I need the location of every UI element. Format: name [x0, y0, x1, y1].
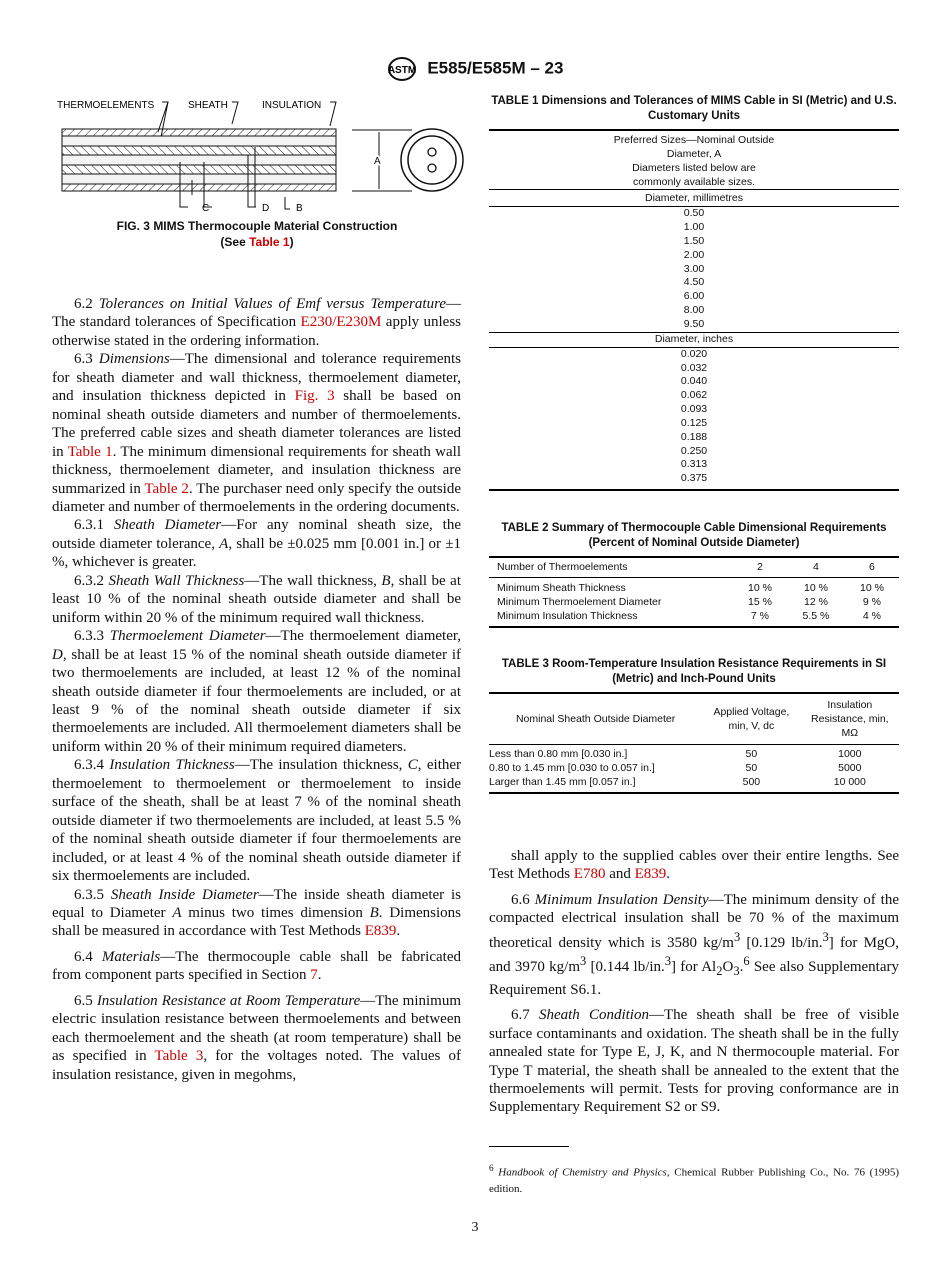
italic-term: Sheath Inside Diameter [110, 886, 259, 903]
table-cell: 4.50 [683, 276, 705, 289]
table-header-row [489, 130, 899, 148]
table-row [489, 207, 899, 221]
table-cell: 0.062 [680, 389, 708, 402]
text-run: shall apply to the supplied cables over their entire lengths. See Test Methods [489, 848, 899, 883]
cross-reference-link[interactable]: E230/E230M [300, 314, 382, 331]
text-run: —The insulation thickness, [234, 757, 408, 774]
figure-3-diagram [52, 92, 472, 217]
table-cell: Diameter, A [666, 147, 722, 160]
table-header-row [489, 162, 899, 176]
paragraph [52, 756, 461, 885]
superscript: 6 [743, 954, 750, 969]
footnote-divider [489, 1146, 569, 1147]
table-cell: 10 % [860, 582, 884, 594]
text-run: —The sheath shall be free of visible surface contaminants and oxidation. The sheath shall be in the fully annealed state for Type E, J, K, and N thermocouple material. For Type T material, the sheath shall be annealed to the extent that the thermoelements will permit. Tests for proving conformance are in Supplementary Requirement S2 or S9. [489, 1007, 899, 1116]
footnote-mark: 6 [489, 1163, 494, 1173]
text-run: 6.6 [511, 891, 535, 908]
label-b: B [296, 203, 303, 214]
table-row [489, 445, 899, 459]
table-cell: Diameters listed below are [632, 161, 756, 174]
table-cell: 10 000 [801, 775, 899, 793]
text-run: 6.3.5 [74, 886, 111, 903]
table-cell: 5.5 % [787, 609, 845, 627]
table-row [489, 318, 899, 332]
text-run: , either thermoelement to thermoelement or thermoelement to inside surface of the sheath, shall be at least 7 % of the nominal sheath outside diameter if two thermoelements are included, at least 5.5 % of the nominal sheath outside diameter if four thermoelements are included, or at least 4 % of the nominal sheath outside diameter if six thermoelements are included. [52, 757, 462, 885]
table-row [489, 472, 899, 490]
text-run: 6.4 [74, 948, 102, 965]
table-cell: Minimum Insulation Thickness [489, 609, 733, 627]
table-cell: 5000 [838, 762, 862, 774]
text-run: 6.3.2 [74, 572, 109, 589]
italic-term: B [381, 572, 391, 589]
italic-term: Insulation Resistance at Room Temperature [96, 992, 361, 1009]
text-run: ] for MgO, and 3970 kg/m [489, 934, 900, 976]
table-cell: 2.00 [683, 248, 705, 261]
text-run: ] for Al [671, 959, 717, 976]
table-cell: 2 [733, 557, 787, 578]
table-row [489, 389, 899, 403]
table-row [489, 403, 899, 417]
table-row [489, 362, 899, 376]
table-cell: Applied Voltage, min, V, dc [702, 693, 800, 745]
text-run: . Dimensions shall be measured in accordance with Test Methods [52, 904, 461, 940]
table-cell: 10 % [804, 582, 828, 594]
italic-term: Sheath Condition [538, 1007, 649, 1024]
paragraph [489, 1006, 899, 1117]
table-cell: 0.50 [683, 207, 705, 220]
text-run: 6.3.4 [74, 757, 110, 774]
text-run: 6.2 [74, 296, 99, 312]
table-row [489, 761, 899, 775]
table-cell: 0.313 [680, 458, 708, 471]
table-cell: Diameter, inches [489, 332, 899, 347]
italic-term: D [52, 646, 63, 663]
cross-reference-link[interactable]: E839 [634, 866, 667, 883]
superscript: 3 [822, 929, 829, 944]
superscript: 3 [580, 954, 587, 969]
table-header-row [489, 148, 899, 162]
table-row [489, 431, 899, 445]
page-header [0, 57, 950, 81]
cross-reference-link[interactable]: 7 [310, 967, 318, 984]
text-run: 6.3 [74, 351, 99, 368]
text-run: and [605, 866, 635, 883]
text-run: apply unless otherwise stated in the ordering information. [52, 314, 462, 349]
table-header-row [489, 176, 899, 190]
text-run: , for the voltages noted. The values of insulation resistance, given in megohms, [52, 1048, 461, 1083]
italic-term: Dimensions [98, 351, 170, 368]
italic-term: Thermoelement Diameter [109, 628, 266, 645]
table-cell: 15 % [748, 596, 772, 608]
table-cell: 500 [702, 775, 800, 793]
text-run: , shall be ±0.025 mm [0.001 in.] or ±1 %, whichever is greater. [52, 535, 461, 571]
text-run: —The standard tolerances of Specification [52, 296, 462, 331]
table-section-heading [489, 190, 899, 207]
table-cell: 1.00 [683, 221, 705, 234]
table-cell: 6 [845, 557, 899, 578]
table-cell: 0.375 [489, 472, 899, 490]
text-run: O [722, 959, 734, 976]
paragraph [489, 891, 899, 999]
table-row [489, 417, 899, 431]
text-run: , shall be at least 10 % of the nominal sheath outside diameter and shall be uniform within 20 % of the minimum required wall thickness. [52, 572, 461, 626]
paragraph [52, 516, 461, 571]
table-1-title: TABLE 1 Dimensions and Tolerances of MIMS Cable in SI (Metric) and U.S. Customary Units [491, 95, 897, 122]
italic-term: A [219, 535, 229, 552]
cross-reference-link[interactable]: Fig. 3 [294, 388, 335, 405]
table-row [489, 290, 899, 304]
table-3 [489, 657, 899, 794]
table-cell: 12 % [804, 596, 828, 608]
text-run: 6.7 [511, 1007, 539, 1024]
cross-reference-link[interactable]: E780 [573, 866, 606, 883]
paragraph [52, 350, 461, 516]
table-2 [489, 521, 899, 628]
table-cell: 1.50 [683, 234, 705, 247]
text-run: . The purchaser need only specify the outside diameter and number of thermoelements in the ordering documents. [52, 480, 461, 515]
table-3-title: TABLE 3 Room-Temperature Insulation Resistance Requirements in SI (Metric) and Inch-Pound Units [501, 658, 887, 685]
superscript: 3 [664, 954, 672, 969]
text-run: [0.129 lb/in. [740, 934, 823, 951]
table-cell: Nominal Sheath Outside Diameter [489, 693, 702, 745]
table-row [489, 249, 899, 263]
italic-term: Sheath Wall Thickness [108, 572, 245, 589]
text-run: —The inside sheath diameter is equal to Diameter [52, 886, 461, 921]
italic-term: B [369, 904, 379, 921]
table-cell: 6.00 [683, 290, 705, 303]
footnote-title: Handbook of Chemistry and Physics [498, 1166, 667, 1179]
table-row [489, 578, 899, 596]
cross-reference-link[interactable]: Table 1 [67, 443, 113, 460]
italic-term: Sheath Diameter [113, 517, 222, 534]
paragraph [52, 627, 461, 756]
table-cell: 7 % [733, 609, 787, 627]
caption-text: ) [289, 235, 294, 249]
text-run: [0.144 lb/in. [586, 959, 665, 976]
footnote [489, 1160, 899, 1197]
standard-designation: E585/E585M – 23 [427, 58, 564, 78]
text-run: . The minimum dimensional requirements for sheath wall thickness, thermoelement diameter, and insulation thickness are summarized in [52, 443, 461, 497]
table-cell: Insulation Resistance, min, MΩ [801, 693, 899, 745]
right-column-text [489, 847, 899, 1117]
cross-reference-link[interactable]: Table 3 [154, 1048, 204, 1065]
table-cell: Larger than 1.45 mm [0.057 in.] [489, 775, 702, 793]
italic-term: C [407, 757, 418, 774]
italic-term: Insulation Thickness [109, 757, 235, 774]
table-cell: Less than 0.80 mm [0.030 in.] [489, 748, 628, 760]
table-header-row [489, 557, 899, 578]
paragraph [52, 948, 461, 985]
table-cell: 0.032 [680, 361, 708, 374]
table-cell: 4 % [845, 609, 899, 627]
table-row [489, 775, 899, 793]
label-a: A [374, 156, 381, 167]
text-run: —The wall thickness, [244, 572, 382, 589]
cross-reference-link[interactable]: Table 2 [144, 480, 189, 497]
figure-caption-title: FIG. 3 MIMS Thermocouple Material Construction [116, 219, 398, 233]
text-run: —The minimum electric insulation resistance between thermoelements and between each thermoelement and the sheath (at room temperature) shall be as specified in [52, 992, 461, 1065]
table-section-heading [489, 332, 899, 347]
table-cell: 0.020 [680, 347, 708, 360]
table-cell: 8.00 [683, 304, 705, 317]
table-cell: Preferred Sizes—Nominal Outside [489, 130, 899, 148]
table-cell: Minimum Sheath Thickness [497, 582, 626, 594]
text-run: 6.3.3 [74, 628, 110, 645]
text-run: See also Supplementary Requirement S6.1. [489, 959, 899, 998]
left-column-text [52, 295, 461, 1084]
text-run: . [396, 923, 401, 940]
text-run: —The thermocouple cable shall be fabricated from component parts specified in Section [52, 948, 461, 984]
table-row [489, 276, 899, 290]
text-run: . [317, 967, 322, 984]
text-run: —The thermoelement diameter, [265, 628, 461, 645]
text-run: 6.5 [74, 992, 97, 1009]
paragraph [52, 295, 461, 350]
label-insulation: INSULATION [262, 100, 322, 111]
table-cell: 50 [745, 748, 758, 760]
text-run: 6.3.1 [74, 517, 114, 534]
paragraph [52, 886, 461, 941]
table-row [489, 263, 899, 277]
table-cell: 0.188 [680, 430, 708, 443]
label-c: C [202, 203, 210, 214]
table-cell: 0.093 [680, 403, 708, 416]
italic-term: Minimum Insulation Density [534, 891, 709, 908]
table-row [489, 745, 899, 762]
astm-logo-icon [387, 57, 417, 81]
table-cell: 1000 [838, 748, 862, 760]
table-cell: Number of Thermoelements [489, 557, 733, 578]
table-row [489, 221, 899, 235]
superscript: 3 [733, 929, 741, 944]
text-run: . [739, 959, 744, 976]
table-cell: 9 % [862, 596, 882, 608]
table-row [489, 347, 899, 361]
table-row [489, 609, 899, 627]
text-run: , shall be at least 15 % of the nominal sheath outside diameter if two thermoelements are included, at least 12 % of the nominal sheath outside diameter if four thermoelements are included, or at least 9 % of the nominal sheath outside diameter if six thermoelements are included. All thermoelement diameters shall be uniform within 20 % of their minimum required diameters. [52, 646, 461, 755]
italic-term: Tolerances on Initial Values of Emf versus Temperature [98, 296, 447, 312]
text-run: —The dimensional and tolerance requirements for sheath diameter and wall thickness, thermoelement diameter, and insulation thickness depicted in [52, 351, 461, 405]
italic-term: A [172, 904, 182, 921]
table-row [489, 375, 899, 389]
table-header-row [489, 693, 899, 745]
table-cell: 10 % [748, 582, 772, 594]
paragraph [52, 572, 461, 627]
text-run: —The minimum density of the compacted electrical insulation shall be 70 % of the maximum theoretical density which is 3580 kg/m [489, 891, 900, 951]
table-cell: 3.00 [683, 262, 705, 275]
paragraph [489, 847, 899, 884]
table-1 [489, 94, 899, 491]
label-d: D [262, 203, 270, 214]
label-sheath: SHEATH [188, 100, 228, 111]
table-cell: 50 [745, 762, 758, 774]
text-run: shall be based on nominal sheath outside diameters and number of thermoelements. The preferred cable sizes and sheath diameter tolerances are listed in [52, 388, 462, 460]
label-thermoelements: THERMOELEMENTS [57, 100, 155, 111]
table-cell: commonly available sizes. [633, 175, 755, 188]
page-number: 3 [471, 1220, 479, 1235]
table-row [489, 595, 899, 609]
table-row [489, 458, 899, 472]
table-row [489, 235, 899, 249]
table-cell: 0.80 to 1.45 mm [0.030 to 0.057 in.] [489, 762, 655, 774]
figure-caption [52, 218, 462, 250]
text-run: —For any nominal sheath size, the outside diameter tolerance, [52, 517, 462, 552]
table-cell: 0.040 [680, 375, 708, 388]
table-cell: 4 [787, 557, 845, 578]
table-cell: Minimum Thermoelement Diameter [497, 596, 662, 608]
text-run: . [666, 866, 671, 883]
caption-text: (See [220, 235, 250, 249]
subscript: 3 [733, 964, 740, 979]
cross-reference-link[interactable]: E839 [364, 923, 397, 940]
svg-text:ASTM: ASTM [387, 65, 416, 76]
table-1-link[interactable]: Table 1 [249, 235, 290, 249]
footnote-text: , Chemical Rubber Publishing Co., No. 76 (1995) edition. [489, 1166, 900, 1195]
table-row [489, 304, 899, 318]
table-cell: Diameter, millimetres [489, 190, 899, 207]
table-2-title: TABLE 2 Summary of Thermocouple Cable Dimensional Requirements (Percent of Nominal Outside Diameter) [501, 522, 887, 549]
table-cell: 9.50 [683, 317, 705, 330]
paragraph [52, 992, 461, 1084]
text-run: minus two times dimension [181, 904, 370, 921]
subscript: 2 [716, 964, 723, 979]
table-cell: 0.125 [680, 416, 708, 429]
italic-term: Materials [101, 948, 161, 965]
table-cell: 0.250 [680, 444, 708, 457]
